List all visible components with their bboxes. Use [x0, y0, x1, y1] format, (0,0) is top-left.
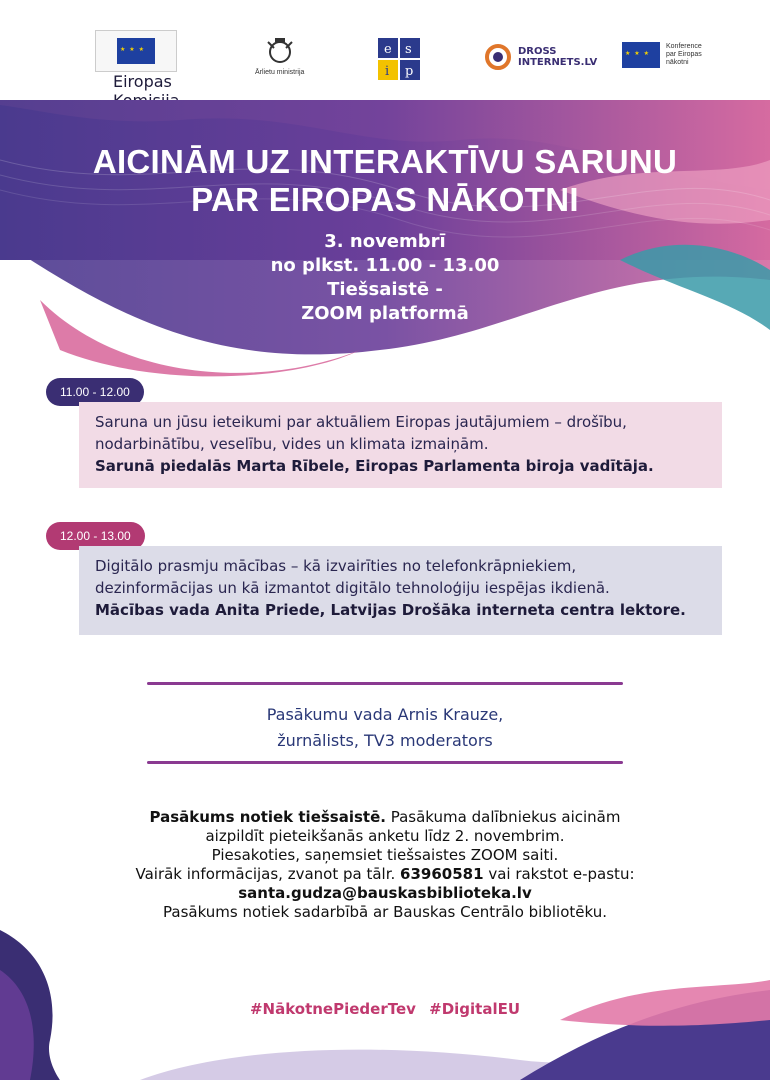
session-1-speaker: Sarunā piedalās Marta Rībele, Eiropas Parlamenta biroja vadītāja.	[95, 457, 654, 475]
session-1-line-1: Saruna un jūsu ieteikumi par aktuāliem Eiropas jautājumiem – drošību,	[95, 413, 627, 431]
session-1-box	[79, 402, 722, 488]
info-line-2: aizpildīt pieteikšanās anketu līdz 2. novembrim.	[205, 827, 565, 845]
svg-text:i: i	[385, 64, 390, 79]
eu-flag-icon	[622, 42, 660, 68]
conf-line-2: par Eiropas	[666, 51, 702, 58]
mfa-logo	[255, 36, 304, 77]
svg-text:s: s	[405, 42, 412, 57]
dross-caption: DROSS INTERNETS.LV	[518, 46, 598, 68]
session-2-box	[79, 546, 722, 635]
session-2-speaker: Mācības vada Anita Priede, Latvijas Drošāka interneta centra lektore.	[95, 601, 686, 619]
svg-text:e: e	[384, 42, 392, 57]
host-line-2: žurnālists, TV3 moderators	[277, 731, 493, 750]
conf-line-3: nākotni	[666, 59, 689, 66]
divider-top	[147, 682, 623, 685]
eu-flag-icon	[117, 38, 155, 64]
hashtags	[0, 1000, 770, 1018]
divider-bottom	[147, 761, 623, 764]
page-title	[0, 143, 770, 219]
session-1-time-badge: 11.00 - 12.00	[46, 378, 144, 406]
mfa-caption: Ārlietu ministrija	[255, 69, 305, 76]
session-2-time-badge: 12.00 - 13.00	[46, 522, 145, 550]
event-time: no plkst. 11.00 - 13.00	[270, 255, 500, 276]
host-info	[0, 702, 770, 754]
hashtag-1[interactable]: #NākotnePiederTev	[249, 1000, 416, 1018]
event-place-1: Tiešsaistē -	[327, 279, 443, 300]
host-line-1: Pasākumu vada Arnis Krauze,	[266, 705, 504, 724]
event-date: 3. novembrī	[324, 231, 446, 252]
european-commission-logo	[95, 30, 177, 72]
session-1-line-2: nodarbinātību, veselību, vides un klimata izmaiņām.	[95, 435, 489, 453]
dross-ring-icon	[484, 43, 512, 71]
esp-logo	[378, 38, 420, 80]
conference-logo	[622, 42, 702, 68]
coat-of-arms-icon	[262, 36, 298, 66]
session-2-line-2: dezinformācijas un kā izmantot digitālo tehnoloģiju iespējas ikdienā.	[95, 579, 610, 597]
info-bold-intro: Pasākums notiek tiešsaistē.	[149, 808, 386, 826]
title-line-2: PAR EIROPAS NĀKOTNI	[191, 181, 579, 218]
logo-bar	[0, 28, 770, 98]
esp-icon	[378, 38, 420, 80]
info-line-1: Pasākuma dalībniekus aicinām	[385, 808, 621, 826]
dross-internets-logo	[484, 43, 598, 71]
info-line-4-pre: Vairāk informācijas, zvanot pa tālr.	[135, 865, 401, 883]
ec-caption: Eiropas	[113, 72, 172, 91]
svg-text:p: p	[405, 64, 414, 79]
event-place-2: ZOOM platformā	[301, 303, 469, 324]
session-2-line-1: Digitālo prasmju mācības – kā izvairīties no telefonkrāpniekiem,	[95, 557, 577, 575]
registration-info	[0, 808, 770, 922]
info-line-4-post: vai rakstot e-pastu:	[483, 865, 635, 883]
event-details	[0, 230, 770, 326]
phone-number[interactable]: 63960581	[400, 865, 484, 883]
title-line-1: AICINĀM UZ INTERAKTĪVU SARUNU	[92, 143, 678, 180]
info-line-3: Piesakoties, saņemsiet tiešsaistes ZOOM saiti.	[211, 846, 559, 864]
info-line-6: Pasākums notiek sadarbībā ar Bauskas Centrālo bibliotēku.	[163, 903, 607, 921]
hashtag-2[interactable]: #DigitalEU	[429, 1000, 521, 1018]
conf-line-1: Konference	[666, 43, 702, 50]
email-link[interactable]: santa.gudza@bauskasbiblioteka.lv	[238, 884, 532, 902]
